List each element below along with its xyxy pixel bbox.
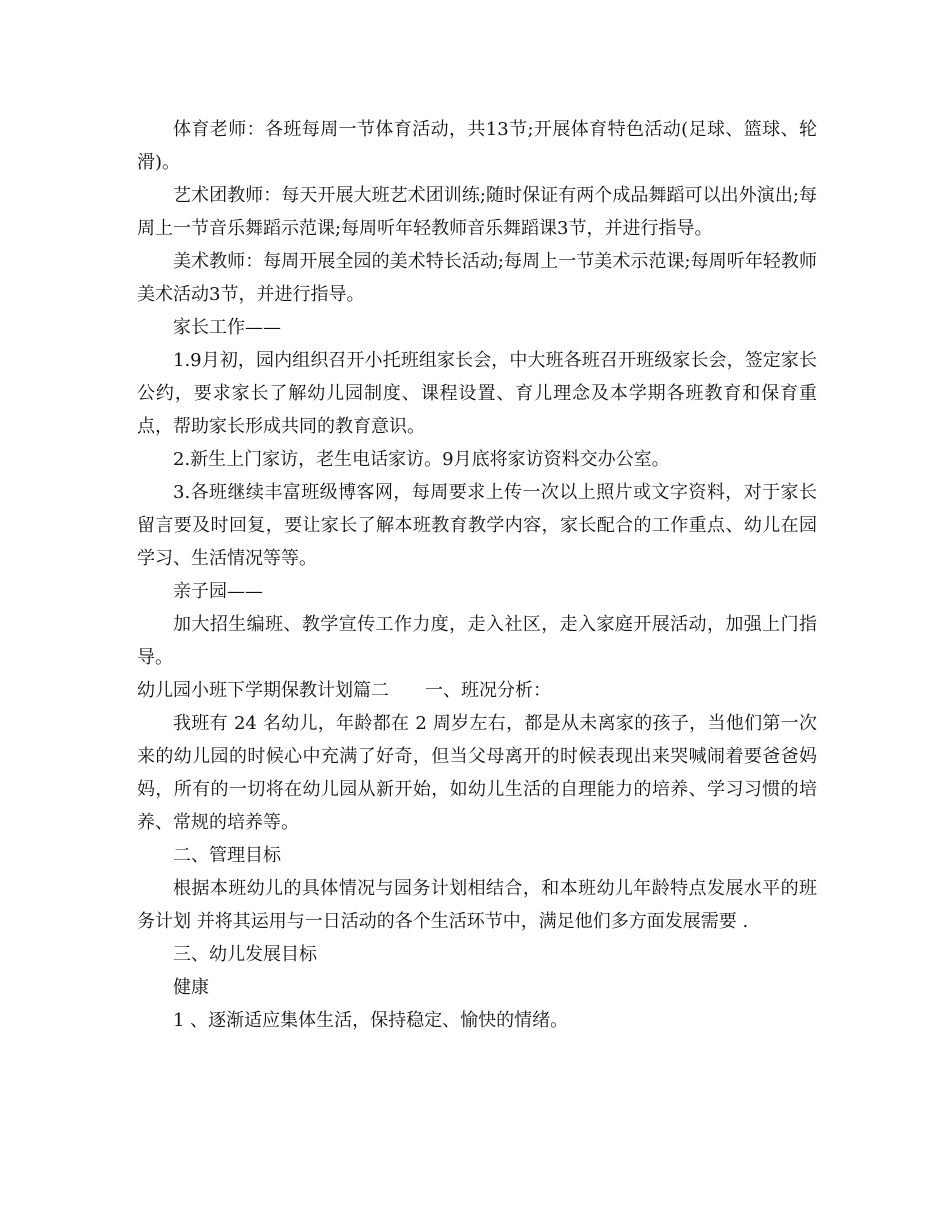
- paragraph-art-teacher: 美术教师：每周开展全园的美术特长活动;每周上一节美术示范课;每周听年轻教师美术活动3节，并进行指导。: [137, 251, 817, 305]
- paragraph-enrollment: 加大招生编班、教学宣传工作力度，走入社区，走入家庭开展活动，加强上门指导。: [137, 614, 817, 668]
- heading-development-goals: 三、幼儿发展目标: [173, 944, 317, 965]
- paragraph-health-item-1: 1 、逐渐适应集体生活，保持稳定、愉快的情绪。: [173, 1010, 569, 1031]
- paragraph-art-troupe-teacher: 艺术团教师：每天开展大班艺术团训练;随时保证有两个成品舞蹈可以出外演出;每周上一节音乐舞蹈示范课;每周听年轻教师音乐舞蹈课3节，并进行指导。: [137, 185, 817, 239]
- paragraph-home-visit: 2.新生上门家访，老生电话家访。9月底将家访资料交办公室。: [173, 449, 670, 470]
- document-body: [137, 113, 817, 1037]
- paragraph-class-blog: 3.各班继续丰富班级博客网，每周要求上传一次以上照片或文字资料，对于家长留言要及时回复，要让家长了解本班教育教学内容，家长配合的工作重点、幼儿在园学习、生活情况等等。: [137, 482, 817, 569]
- heading-health: 健康: [173, 977, 209, 998]
- heading-management-goals: 二、管理目标: [173, 845, 281, 866]
- heading-plan-part-two: 幼儿园小班下学期保教计划篇二 一、班况分析：: [137, 680, 551, 701]
- heading-parent-work: 家长工作——: [173, 317, 281, 338]
- paragraph-class-analysis: 我班有 24 名幼儿，年龄都在 2 周岁左右，都是从未离家的孩子，当他们第一次来的幼儿园的时候心中充满了好奇，但当父母离开的时候表现出来哭喊闹着要爸爸妈妈，所有的一切将在幼儿园从新开始，如幼儿生活的自理能力的培养、学习习惯的培养、常规的培养等。: [137, 713, 817, 833]
- heading-parent-child-garden: 亲子园——: [173, 581, 263, 602]
- paragraph-management-goals: 根据本班幼儿的具体情况与园务计划相结合，和本班幼儿年龄特点发展水平的班务计划 并将其运用与一日活动的各个生活环节中，满足他们多方面发展需要 .: [137, 878, 817, 932]
- paragraph-pe-teacher: 体育老师：各班每周一节体育活动，共13节;开展体育特色活动(足球、篮球、轮滑)。: [137, 119, 817, 173]
- paragraph-parent-meeting: 1.9月初，园内组织召开小托班组家长会，中大班各班召开班级家长会，签定家长公约，要求家长了解幼儿园制度、课程设置、育儿理念及本学期各班教育和保育重点，帮助家长形成共同的教育意识。: [137, 350, 817, 437]
